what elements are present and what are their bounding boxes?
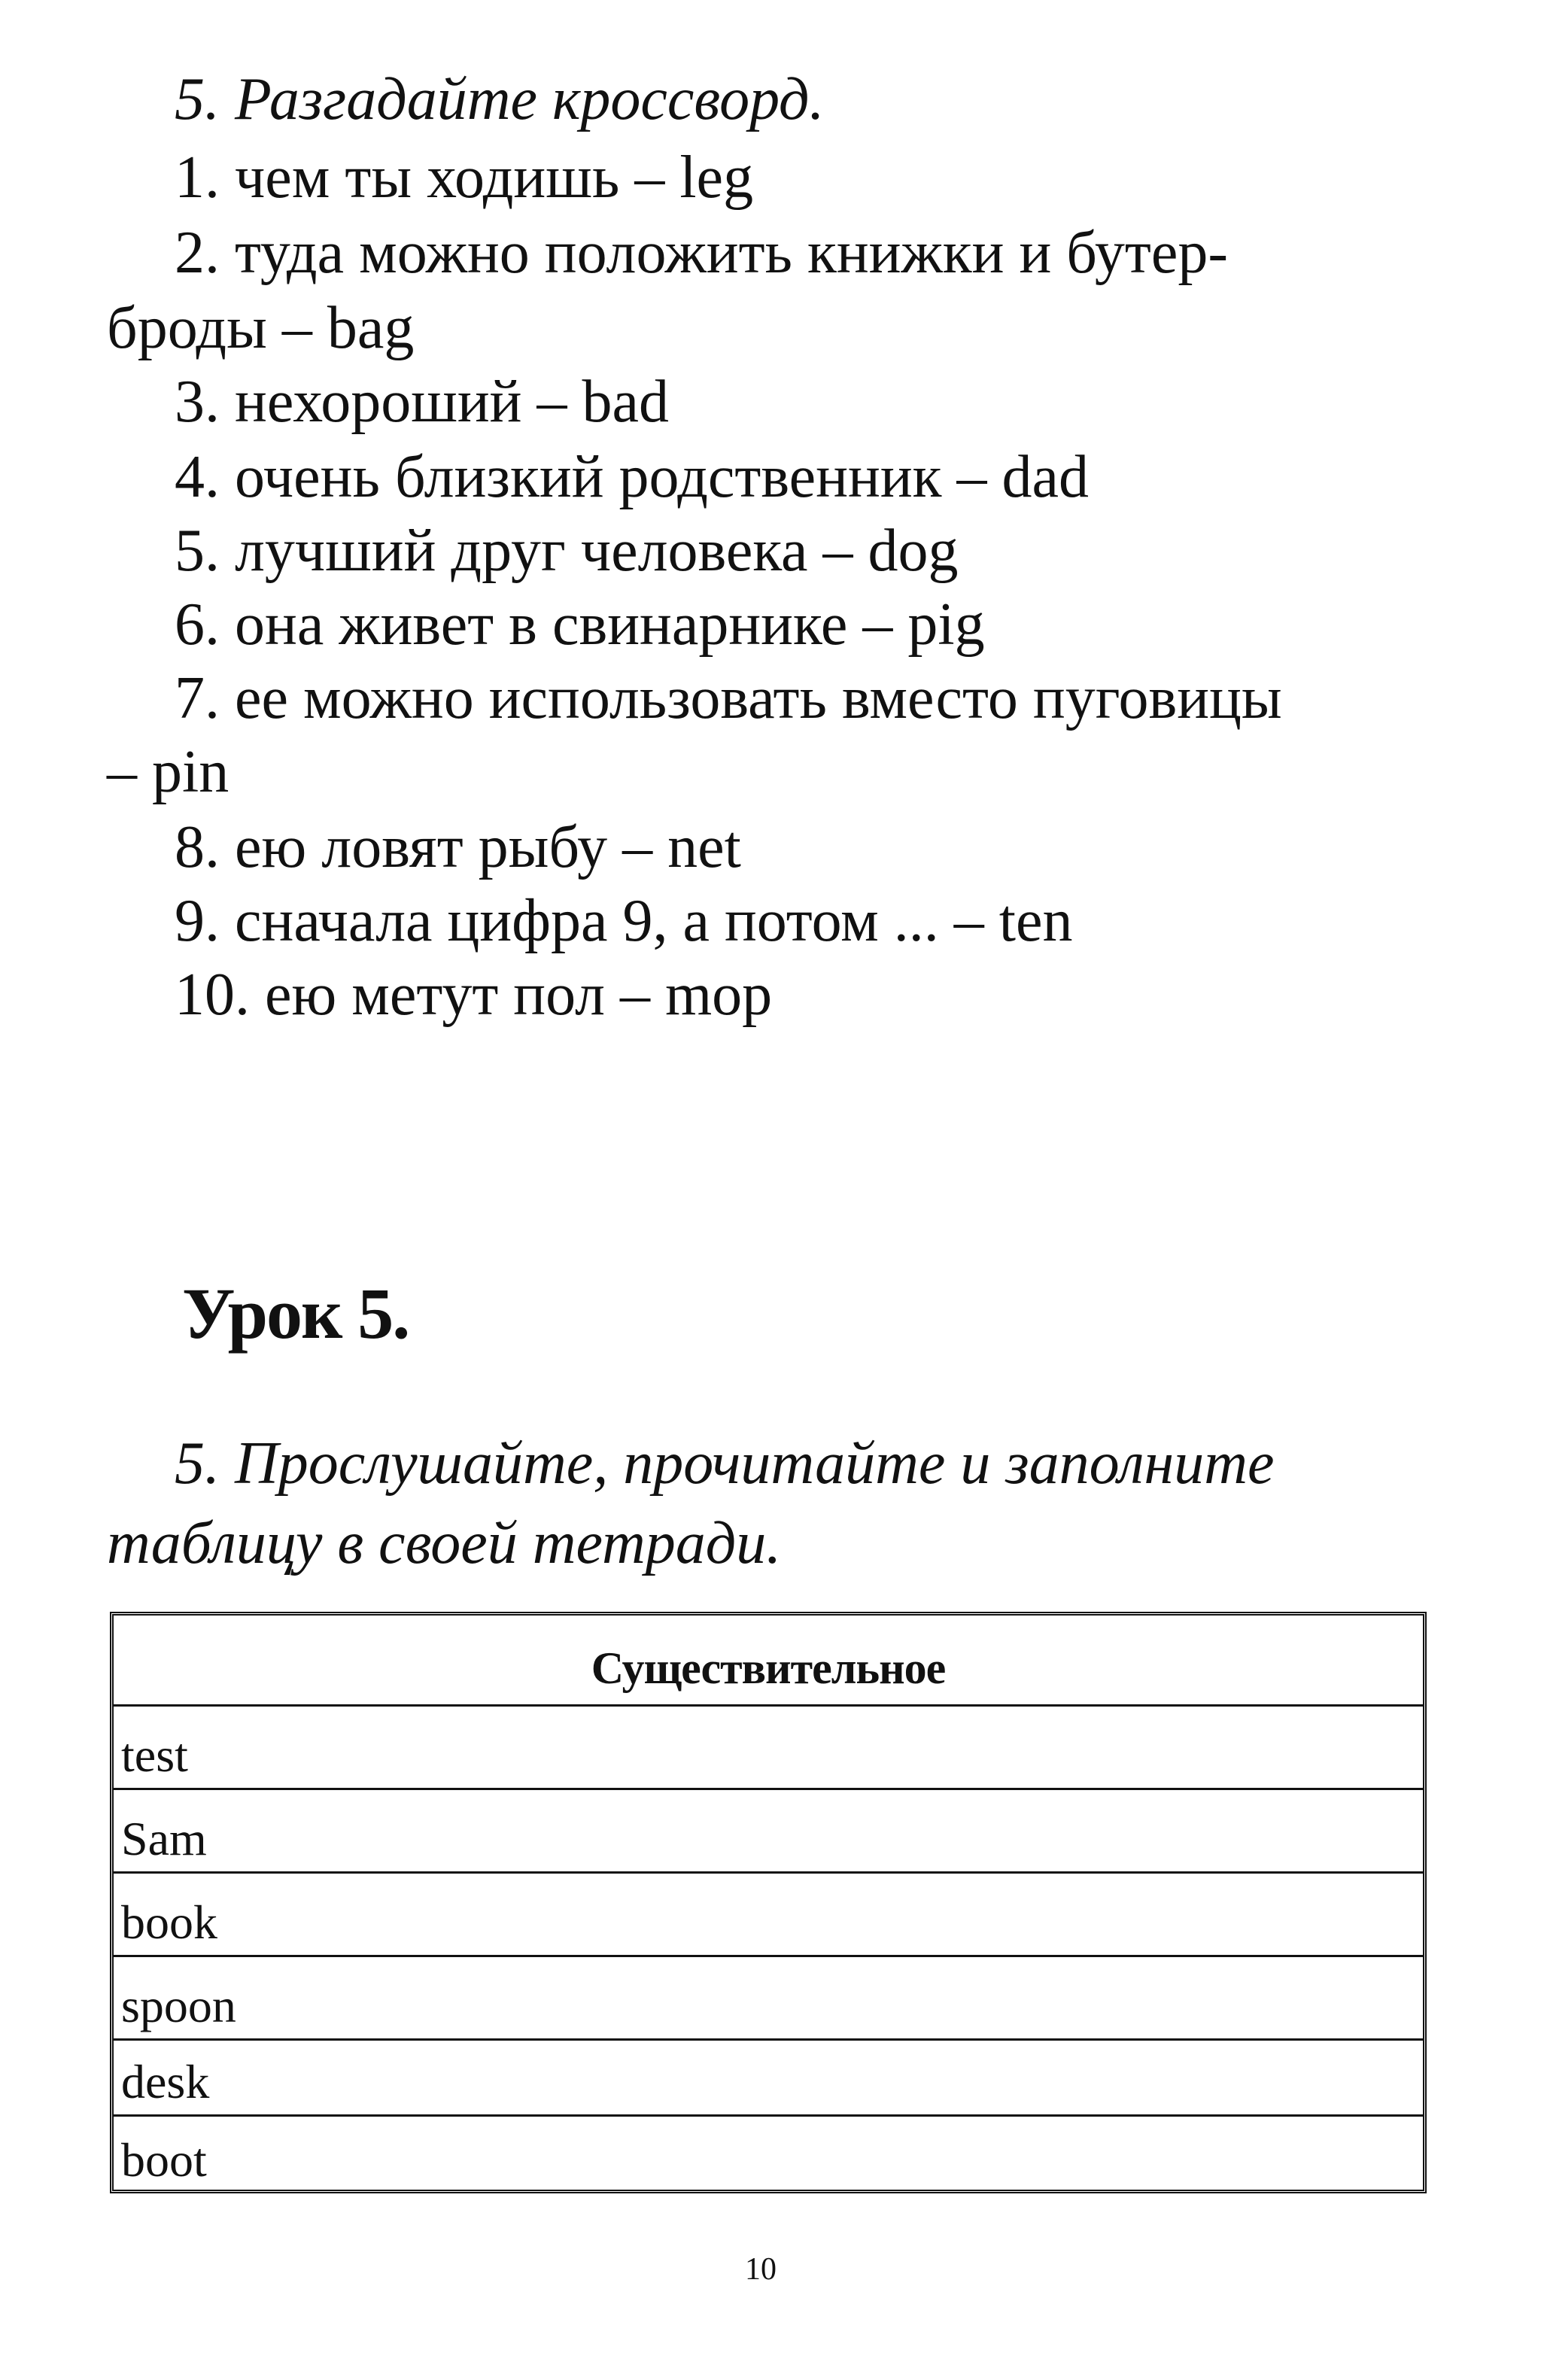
page-number: 10 [745,2252,777,2287]
table-cell: book [121,1895,217,1949]
crossword-item-2: 2. туда можно положить книжки и бутер- [175,220,1229,286]
crossword-item-7-cont: – pin [107,739,229,805]
crossword-item-5: 5. лучший друг человека – dog [175,518,959,584]
table-header-label: Существительное [591,1643,946,1693]
crossword-item-1: 1. чем ты ходишь – leg [175,144,754,211]
table-row [114,1707,1423,1790]
table-cell: test [121,1728,188,1782]
task2-instruction-line1: 5. Прослушайте, прочитайте и заполните [175,1430,1275,1497]
lesson-heading: Урок 5. [182,1273,409,1354]
crossword-item-3: 3. нехороший – bad [175,369,669,435]
crossword-item-8: 8. ею ловят рыбу – net [175,814,741,880]
table-cell: desk [121,2055,210,2108]
crossword-item-4: 4. очень близкий родственник – dad [175,444,1089,510]
noun-table [110,1612,1427,2193]
table-row [114,1957,1423,2041]
task1-title: 5. Разгадайте кроссворд. [175,66,825,132]
crossword-item-9: 9. сначала цифра 9, а потом ... – ten [175,888,1073,954]
table-row [114,1790,1423,1874]
crossword-item-10: 10. ею метут пол – mop [175,962,773,1028]
table-row [114,2111,1423,2193]
table-header [114,1616,1423,1707]
crossword-item-7: 7. ее можно использовать вместо пуговицы [175,665,1282,731]
crossword-item-2-cont: броды – bag [107,295,415,361]
task2-instruction-line2: таблицу в своей тетради. [107,1510,782,1576]
table-cell: spoon [121,1979,236,2032]
crossword-item-6: 6. она живет в свинарнике – pig [175,591,985,658]
table-row [114,1874,1423,1957]
table-row [114,2033,1423,2117]
table-cell: Sam [121,1812,207,1865]
table-cell: boot [121,2133,207,2187]
